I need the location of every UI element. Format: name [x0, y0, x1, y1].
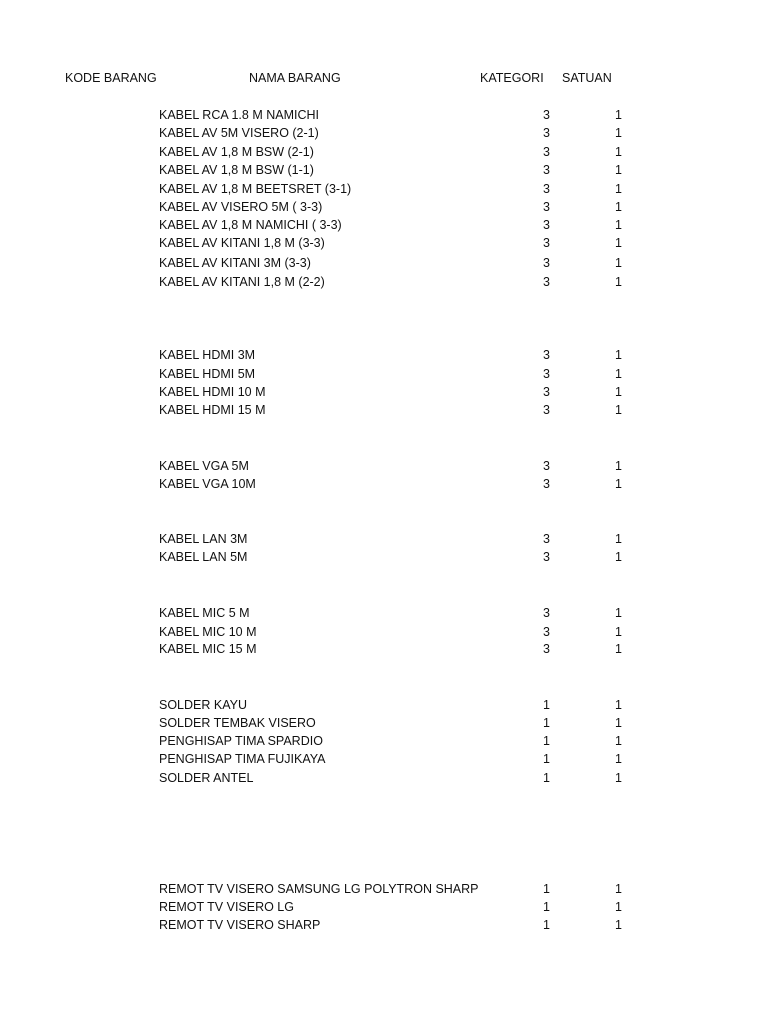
item-kategori: 3: [543, 348, 550, 362]
item-satuan: 1: [615, 459, 622, 473]
table-row: [0, 752, 768, 770]
item-kategori: 1: [543, 918, 550, 932]
table-row: [0, 348, 768, 366]
table-row: [0, 218, 768, 236]
item-kategori: 3: [543, 126, 550, 140]
item-kategori: 3: [543, 145, 550, 159]
header-kode-barang: KODE BARANG: [65, 71, 157, 85]
item-satuan: 1: [615, 218, 622, 232]
item-name: KABEL AV 1,8 M BSW (1-1): [159, 163, 314, 177]
item-kategori: 3: [543, 459, 550, 473]
item-kategori: 3: [543, 642, 550, 656]
item-name: KABEL MIC 5 M: [159, 606, 250, 620]
item-kategori: 1: [543, 752, 550, 766]
item-satuan: 1: [615, 256, 622, 270]
item-satuan: 1: [615, 698, 622, 712]
item-name: KABEL LAN 5M: [159, 550, 248, 564]
item-name: KABEL AV KITANI 1,8 M (3-3): [159, 236, 325, 250]
item-name: SOLDER ANTEL: [159, 771, 254, 785]
item-name: PENGHISAP TIMA FUJIKAYA: [159, 752, 326, 766]
table-row: [0, 698, 768, 716]
item-name: KABEL LAN 3M: [159, 532, 248, 546]
header-satuan: SATUAN: [562, 71, 612, 85]
table-row: [0, 477, 768, 495]
item-satuan: 1: [615, 477, 622, 491]
table-row: [0, 882, 768, 900]
item-kategori: 1: [543, 716, 550, 730]
item-kategori: 3: [543, 108, 550, 122]
item-name: SOLDER TEMBAK VISERO: [159, 716, 316, 730]
table-row: [0, 108, 768, 126]
item-satuan: 1: [615, 882, 622, 896]
item-satuan: 1: [615, 348, 622, 362]
item-kategori: 3: [543, 200, 550, 214]
item-name: KABEL AV 1,8 M NAMICHI ( 3-3): [159, 218, 342, 232]
item-name: KABEL AV VISERO 5M ( 3-3): [159, 200, 323, 214]
table-row: [0, 163, 768, 181]
item-kategori: 3: [543, 477, 550, 491]
item-kategori: 3: [543, 403, 550, 417]
item-kategori: 1: [543, 771, 550, 785]
item-satuan: 1: [615, 236, 622, 250]
item-satuan: 1: [615, 403, 622, 417]
table-row: [0, 145, 768, 163]
table-row: [0, 771, 768, 789]
item-kategori: 1: [543, 698, 550, 712]
item-kategori: 1: [543, 734, 550, 748]
item-satuan: 1: [615, 145, 622, 159]
item-satuan: 1: [615, 163, 622, 177]
item-name: KABEL AV 1,8 M BSW (2-1): [159, 145, 314, 159]
table-row: [0, 256, 768, 274]
item-satuan: 1: [615, 367, 622, 381]
item-name: KABEL AV KITANI 1,8 M (2-2): [159, 275, 325, 289]
item-satuan: 1: [615, 275, 622, 289]
header-nama-barang: NAMA BARANG: [249, 71, 341, 85]
item-satuan: 1: [615, 385, 622, 399]
item-satuan: 1: [615, 642, 622, 656]
table-row: [0, 182, 768, 200]
item-kategori: 3: [543, 532, 550, 546]
table-row: [0, 459, 768, 477]
item-kategori: 3: [543, 256, 550, 270]
table-row: [0, 532, 768, 550]
item-name: KABEL RCA 1.8 M NAMICHI: [159, 108, 319, 122]
item-kategori: 3: [543, 218, 550, 232]
item-name: REMOT TV VISERO SAMSUNG LG POLYTRON SHARP: [159, 882, 479, 896]
item-name: KABEL VGA 10M: [159, 477, 256, 491]
item-satuan: 1: [615, 752, 622, 766]
item-satuan: 1: [615, 606, 622, 620]
item-kategori: 3: [543, 236, 550, 250]
item-satuan: 1: [615, 771, 622, 785]
item-satuan: 1: [615, 182, 622, 196]
item-name: REMOT TV VISERO LG: [159, 900, 294, 914]
table-row: [0, 716, 768, 734]
item-satuan: 1: [615, 200, 622, 214]
table-row: [0, 275, 768, 293]
table-row: [0, 385, 768, 403]
item-satuan: 1: [615, 918, 622, 932]
item-kategori: 3: [543, 367, 550, 381]
item-satuan: 1: [615, 108, 622, 122]
item-name: KABEL AV 5M VISERO (2-1): [159, 126, 319, 140]
item-kategori: 3: [543, 606, 550, 620]
item-kategori: 3: [543, 385, 550, 399]
table-row: [0, 550, 768, 568]
table-row: [0, 126, 768, 144]
item-name: REMOT TV VISERO SHARP: [159, 918, 321, 932]
table-row: [0, 367, 768, 385]
item-name: KABEL VGA 5M: [159, 459, 249, 473]
item-name: KABEL HDMI 3M: [159, 348, 256, 362]
item-satuan: 1: [615, 734, 622, 748]
item-kategori: 3: [543, 163, 550, 177]
item-satuan: 1: [615, 900, 622, 914]
item-satuan: 1: [615, 625, 622, 639]
item-name: KABEL AV 1,8 M BEETSRET (3-1): [159, 182, 352, 196]
item-kategori: 1: [543, 900, 550, 914]
item-kategori: 3: [543, 625, 550, 639]
table-row: [0, 200, 768, 218]
header-kategori: KATEGORI: [480, 71, 544, 85]
item-name: KABEL MIC 10 M: [159, 625, 257, 639]
item-satuan: 1: [615, 126, 622, 140]
item-kategori: 1: [543, 882, 550, 896]
item-name: SOLDER KAYU: [159, 698, 247, 712]
item-satuan: 1: [615, 550, 622, 564]
item-name: KABEL HDMI 10 M: [159, 385, 266, 399]
item-kategori: 3: [543, 182, 550, 196]
item-kategori: 3: [543, 275, 550, 289]
table-row: [0, 403, 768, 421]
table-row: [0, 642, 768, 660]
table-row: [0, 236, 768, 254]
table-row: [0, 918, 768, 936]
table-row: [0, 606, 768, 624]
item-satuan: 1: [615, 532, 622, 546]
item-name: KABEL HDMI 15 M: [159, 403, 266, 417]
table-row: [0, 625, 768, 643]
table-row: [0, 734, 768, 752]
table-row: [0, 900, 768, 918]
item-name: PENGHISAP TIMA SPARDIO: [159, 734, 323, 748]
item-name: KABEL MIC 15 M: [159, 642, 257, 656]
item-satuan: 1: [615, 716, 622, 730]
item-name: KABEL AV KITANI 3M (3-3): [159, 256, 311, 270]
item-name: KABEL HDMI 5M: [159, 367, 256, 381]
item-kategori: 3: [543, 550, 550, 564]
